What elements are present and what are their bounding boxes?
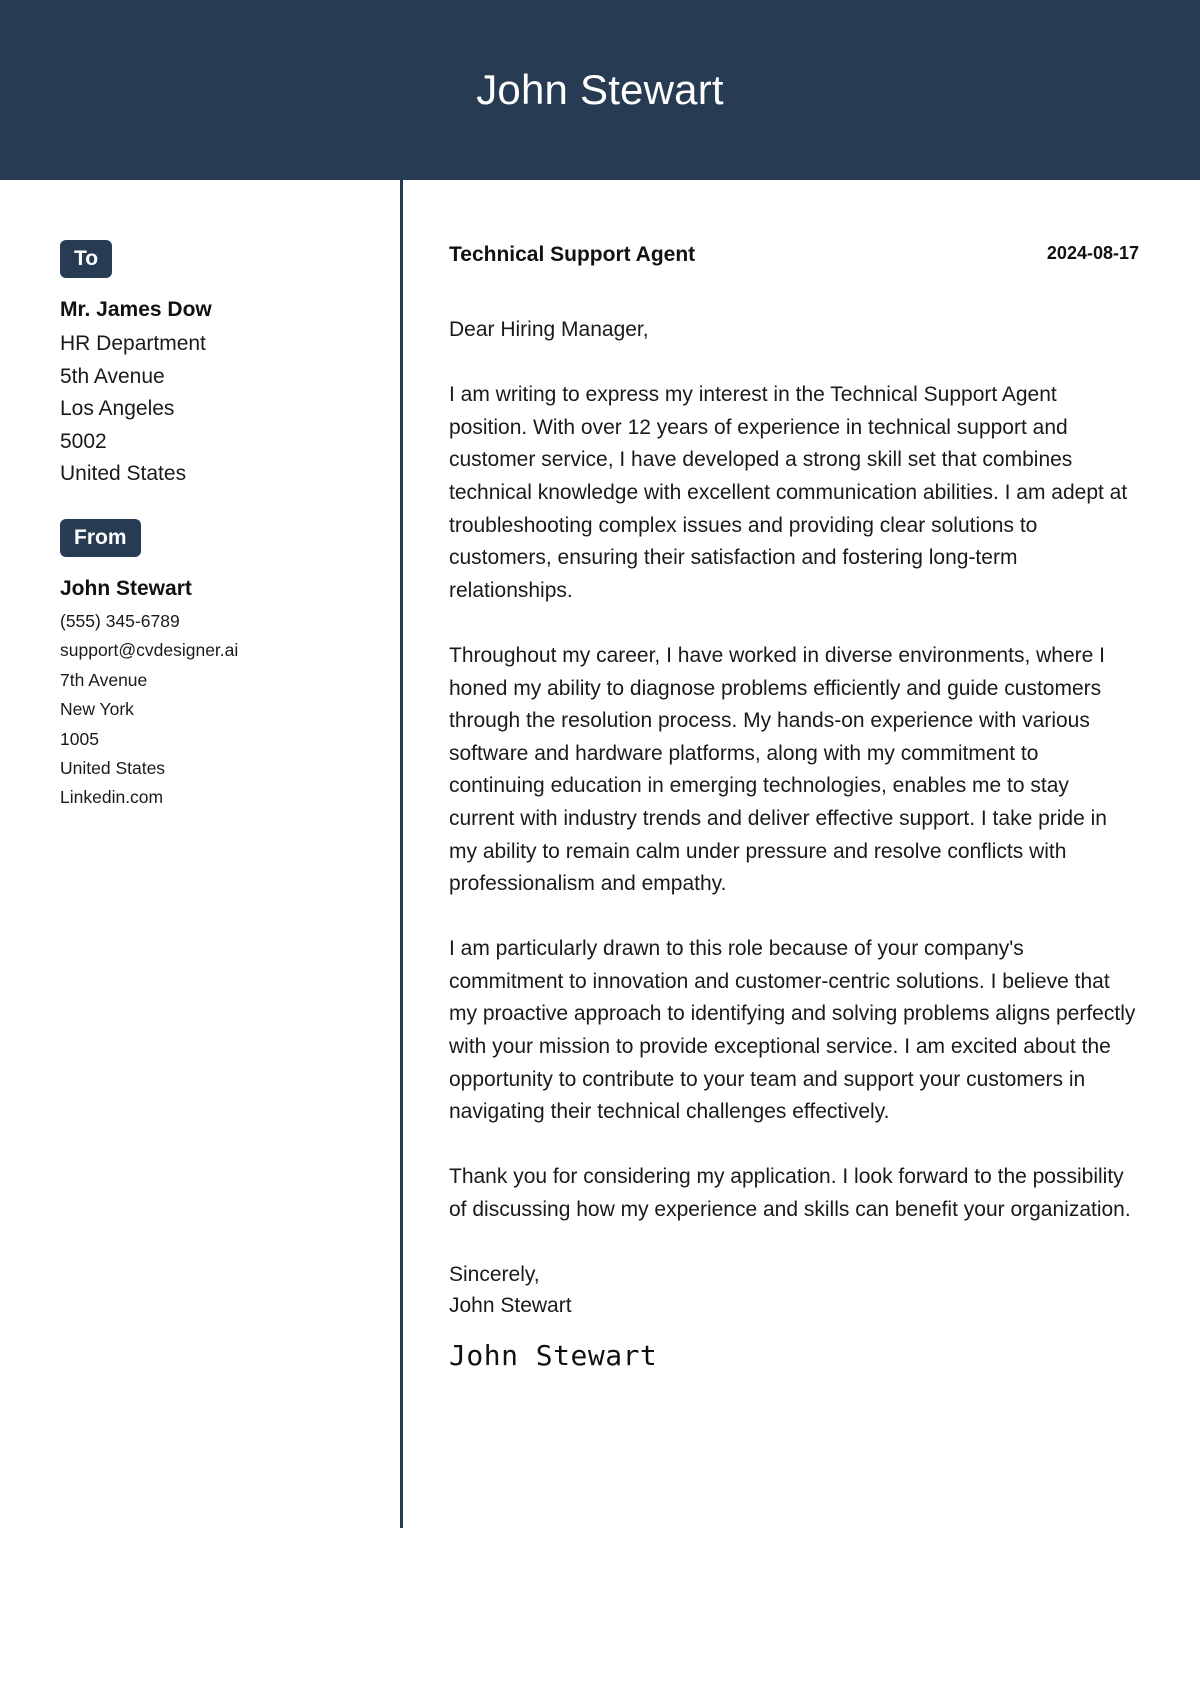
signature: John Stewart bbox=[449, 1339, 658, 1373]
recipient-street: 5th Avenue bbox=[60, 364, 165, 388]
from-badge: From bbox=[60, 519, 141, 557]
sender-country: United States bbox=[60, 758, 166, 778]
closing-block bbox=[449, 1259, 1139, 1321]
recipient-city: Los Angeles bbox=[60, 397, 175, 421]
recipient-country: United States bbox=[60, 462, 187, 486]
recipient-name: Mr. James Dow bbox=[60, 298, 212, 321]
to-badge: To bbox=[60, 240, 112, 278]
letter-body bbox=[449, 238, 1139, 1372]
paragraph: I am writing to express my interest in the Technical Support Agent position. With over 12 years of experience in technical support and customer service, I have developed a strong skill set that combines technical knowledge with excellent communication abilities. I am adept at troubleshooting complex issues and providing clear solutions to customers, ensuring their satisfaction and fostering long-term relationships. bbox=[449, 383, 1128, 602]
letter-text bbox=[449, 314, 1139, 1227]
sender-email: support@cvdesigner.ai bbox=[60, 640, 239, 661]
recipient-zip: 5002 bbox=[60, 429, 107, 453]
closing-name: John Stewart bbox=[449, 1294, 572, 1318]
paragraph: I am particularly drawn to this role because of your company's commitment to innovation and customer-centric solutions. I believe that my proactive approach to identifying and solving problems aligns perfectly with your mission to provide exceptional service. I am excited about the opportunity to contribute to your team and support your customers in navigating their technical challenges effectively. bbox=[449, 937, 1136, 1124]
sidebar bbox=[60, 240, 380, 813]
sender-block bbox=[60, 575, 380, 813]
recipient-department: HR Department bbox=[60, 332, 206, 355]
page-header bbox=[0, 0, 1200, 180]
sender-phone: (555) 345-6789 bbox=[60, 610, 180, 631]
job-title: Technical Support Agent bbox=[449, 243, 696, 266]
closing-word: Sincerely, bbox=[449, 1263, 540, 1287]
sender-city: New York bbox=[60, 699, 134, 720]
column-divider bbox=[400, 180, 403, 1528]
sender-linkedin: Linkedin.com bbox=[60, 787, 164, 808]
sender-street: 7th Avenue bbox=[60, 669, 148, 690]
sender-zip: 1005 bbox=[60, 728, 99, 749]
letter-header bbox=[449, 238, 1139, 272]
salutation: Dear Hiring Manager, bbox=[449, 318, 649, 341]
applicant-name: John Stewart bbox=[476, 66, 724, 113]
sender-name: John Stewart bbox=[60, 576, 192, 600]
letter-date: 2024-08-17 bbox=[1046, 243, 1139, 263]
paragraph: Throughout my career, I have worked in diverse environments, where I honed my ability to diagnose problems efficiently and guide customers through the resolution process. My hands-on experience with various software and hardware platforms, along with my commitment to continuing education in emerging technologies, enables me to stay current with industry trends and deliver effective support. I take pride in my ability to remain calm under pressure and resolve conflicts with professionalism and empathy. bbox=[449, 643, 1107, 896]
paragraph: Thank you for considering my application. I look forward to the possibility of discussing how my experience and skills can benefit your organization. bbox=[449, 1165, 1131, 1222]
recipient-block bbox=[60, 296, 380, 491]
